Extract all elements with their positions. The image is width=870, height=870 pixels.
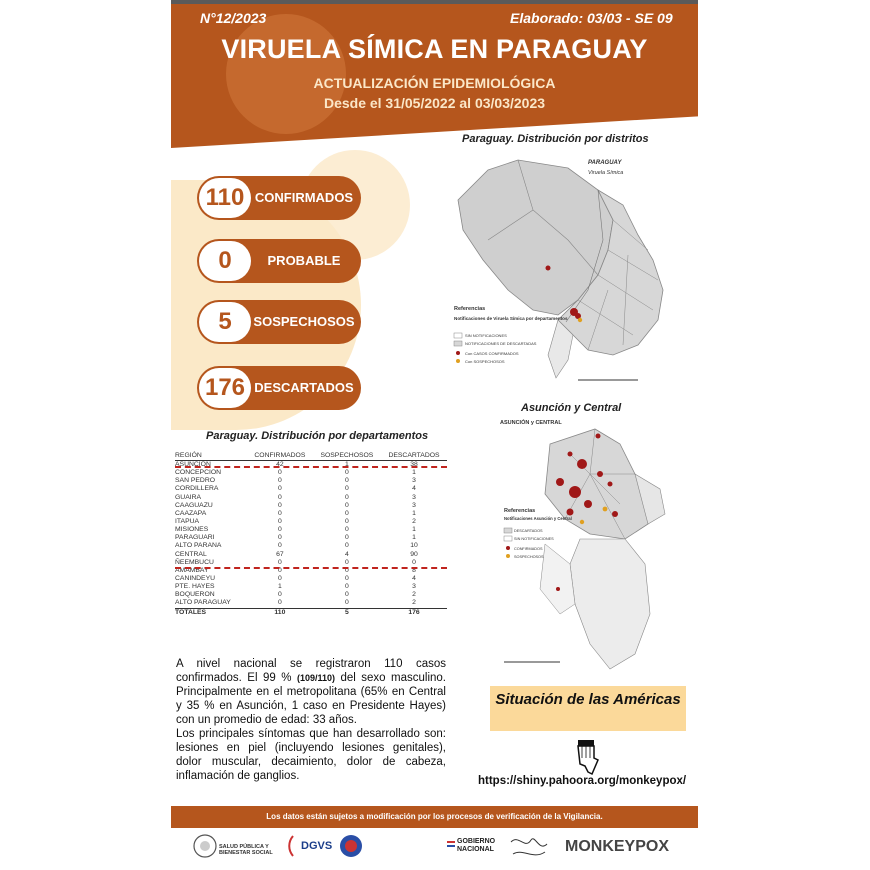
value-cell: 0 — [345, 566, 349, 574]
highlight-line — [175, 567, 447, 569]
value-cell: 0 — [345, 583, 349, 591]
top-border — [171, 0, 698, 4]
totals-value: 176 — [381, 608, 447, 617]
totals-label: TOTALES — [175, 608, 247, 617]
table-row — [175, 502, 447, 510]
column-header: CONFIRMADOS — [247, 450, 313, 461]
region-cell: CAAZAPA — [175, 509, 207, 517]
dgvs-logo-icon — [286, 834, 300, 858]
table-header-row — [175, 450, 447, 461]
signature-icon — [509, 832, 549, 862]
table-body — [175, 461, 447, 617]
value-cell: 0 — [345, 493, 349, 501]
counter-value: 5 — [199, 302, 251, 342]
date-range: Desde el 31/05/2022 al 03/03/2023 — [323, 95, 546, 111]
legend-item: SIN NOTIFICACIONES — [465, 333, 507, 338]
counter-suspect — [197, 300, 361, 344]
confirmed-case-marker — [568, 452, 573, 457]
confirmed-case-marker — [596, 434, 601, 439]
monkeypox-logo: MONKEYPOX — [565, 838, 670, 855]
legend-item: SIN NOTIFICACIONES — [514, 537, 554, 541]
table-row — [175, 583, 447, 591]
value-cell: 0 — [345, 575, 349, 583]
districts-map-title: Paraguay. Distribución por distritos — [462, 133, 649, 145]
totals-value: 110 — [247, 608, 313, 617]
value-cell: 0 — [345, 542, 349, 550]
value-cell: 0 — [345, 526, 349, 534]
value-cell: 0 — [345, 477, 349, 485]
central-map-title: Asunción y Central — [521, 402, 622, 414]
value-cell: 3 — [412, 583, 416, 591]
legend-swatch — [454, 341, 462, 346]
legend-subtitle: Notificaciones de Viruela Símica por departamentos — [454, 316, 568, 321]
footer-logos — [171, 830, 698, 866]
value-cell: 0 — [278, 518, 282, 526]
legend-marker — [506, 546, 510, 550]
decorative-circle — [226, 14, 346, 134]
southern-area — [570, 539, 650, 669]
value-cell: 0 — [345, 518, 349, 526]
summary-text: del sexo masculino. Principalmente en el metropolitana (65% en Central y 35 % en Asunción, 1 caso en Presidente Hayes) con un promedio de edad: 33 años. — [176, 672, 446, 726]
western-area — [540, 544, 575, 614]
value-cell: 0 — [345, 558, 349, 566]
value-cell: 10 — [410, 542, 418, 550]
value-cell: 42 — [276, 461, 284, 469]
value-cell: 2 — [412, 518, 416, 526]
value-cell: 1 — [278, 583, 282, 591]
counter-label: DESCARTADOS — [254, 380, 354, 395]
table-row — [175, 551, 447, 559]
value-cell: 3 — [412, 493, 416, 501]
legend-item: NOTIFICACIONES DE DESCARTADAS — [465, 341, 537, 346]
map-sublabel: Viruela Símica — [588, 170, 624, 176]
region-cell: PTE. HAYES — [175, 583, 215, 591]
legend-item: CONFIRMADOS — [514, 547, 543, 551]
legend-item: Con CASOS CONFIRMADOS — [465, 351, 519, 356]
dept-table — [175, 450, 447, 617]
americas-link[interactable]: https://shiny.pahoora.org/monkeypox/ — [478, 775, 687, 787]
suspect-case-marker — [603, 507, 608, 512]
footer-disclaimer: Los datos están sujetos a modificación por los procesos de verificación de la Vigilancia. — [171, 806, 698, 828]
counter-label: PROBABLE — [267, 253, 341, 268]
ministry-logo: SALUD PÚBLICA Y BIENESTAR SOCIAL — [219, 844, 273, 856]
legend-title: Referencias — [454, 306, 486, 312]
value-cell: 0 — [345, 509, 349, 517]
region-cell: CORDILLERA — [175, 485, 219, 493]
value-cell: 38 — [410, 461, 418, 469]
value-cell: 1 — [412, 509, 416, 517]
value-cell: 0 — [345, 599, 349, 607]
region-cell: ITAPUA — [175, 518, 200, 526]
table-row — [175, 518, 447, 526]
value-cell: 0 — [278, 542, 282, 550]
central-map — [500, 414, 680, 674]
value-cell: 0 — [278, 526, 282, 534]
table-row — [175, 526, 447, 534]
value-cell: 3 — [412, 501, 416, 509]
summary-ratio: (109/110) — [296, 673, 335, 683]
counter-label: SOSPECHOSOS — [253, 314, 355, 329]
page-title: VIRUELA SÍMICA EN PARAGUAY — [221, 34, 648, 64]
table-row — [175, 477, 447, 485]
value-cell: 0 — [278, 558, 282, 566]
confirmed-case-marker — [567, 509, 574, 516]
legend-swatch — [504, 536, 512, 541]
value-cell: 0 — [278, 566, 282, 574]
pointing-hand-icon — [568, 738, 608, 776]
flag-icon — [447, 841, 455, 847]
americas-box[interactable]: Situación de las Américas — [490, 686, 686, 731]
elaborated-date: Elaborado: 03/03 - SE 09 — [510, 10, 673, 26]
value-cell: 90 — [410, 550, 418, 558]
symptoms-paragraph: Los principales síntomas que han desarrollado son: lesiones en piel (incluyendo lesiones genitales), dolor muscular, decaimiento, dolor de cabeza, inflamación de ganglios. — [176, 728, 446, 782]
value-cell: 0 — [278, 591, 282, 599]
map-label: PARAGUAY — [588, 160, 622, 166]
value-cell: 1 — [345, 461, 349, 469]
region-cell: ALTO PARAGUAY — [175, 599, 231, 607]
value-cell: 0 — [278, 469, 282, 477]
gobierno-logo: GOBIERNO NACIONAL — [457, 838, 496, 853]
region-cell: CAAGUAZU — [175, 501, 213, 509]
counter-value: 110 — [199, 178, 251, 218]
suspect-case-marker — [580, 520, 584, 524]
confirmed-case-marker — [569, 486, 581, 498]
table-row — [175, 494, 447, 502]
legend-marker — [506, 554, 510, 558]
table-row — [175, 559, 447, 567]
value-cell: 67 — [276, 550, 284, 558]
region-cell: ASUNCION — [175, 461, 211, 469]
confirmed-case-marker — [577, 459, 587, 469]
value-cell: 0 — [345, 469, 349, 477]
region-cell: ÑEEMBUCU — [175, 558, 214, 566]
confirmed-case-marker — [597, 471, 603, 477]
column-header: SOSPECHOSOS — [313, 450, 381, 461]
region-cell: AMAMBAY — [175, 566, 209, 574]
counter-discarded — [197, 366, 361, 410]
legend-subtitle: Notificaciones Asunción y Central — [504, 516, 572, 521]
counter-confirmed — [197, 176, 361, 220]
value-cell: 0 — [278, 534, 282, 542]
region-cell: GUAIRA — [175, 493, 202, 501]
totals-row — [175, 608, 447, 617]
confirmed-case-marker — [556, 587, 560, 591]
value-cell: 4 — [345, 550, 349, 558]
value-cell: 0 — [345, 591, 349, 599]
value-cell: 8 — [412, 566, 416, 574]
confirmed-case-marker — [546, 266, 551, 271]
legend-marker — [456, 359, 460, 363]
value-cell: 2 — [412, 591, 416, 599]
region-cell: ALTO PARANA — [175, 542, 222, 550]
table-row — [175, 575, 447, 583]
confirmed-case-marker — [612, 511, 618, 517]
value-cell: 3 — [412, 477, 416, 485]
table-row — [175, 542, 447, 550]
counter-label: CONFIRMADOS — [254, 190, 354, 205]
table-row — [175, 485, 447, 493]
value-cell: 0 — [345, 534, 349, 542]
value-cell: 1 — [412, 469, 416, 477]
counter-value: 0 — [199, 241, 251, 281]
summary-paragraph — [176, 657, 446, 727]
column-header: REGIÓN — [175, 450, 247, 461]
dept-table-title: Paraguay. Distribución por departamentos — [206, 430, 429, 442]
districts-map — [448, 150, 688, 390]
region-cell: CONCEPCION — [175, 469, 222, 477]
confirmed-case-marker — [556, 478, 564, 486]
value-cell: 4 — [412, 575, 416, 583]
page-subtitle: ACTUALIZACIÓN EPIDEMIOLÓGICA — [313, 75, 556, 91]
legend-swatch — [504, 528, 512, 533]
suspect-case-marker — [578, 318, 582, 322]
table-row — [175, 599, 447, 608]
region-cell: CANINDEYU — [175, 575, 216, 583]
highlight-line — [175, 466, 447, 468]
map-label: ASUNCIÓN y CENTRAL — [500, 420, 562, 426]
value-cell: 0 — [412, 558, 416, 566]
dgvs-logo: DGVS — [301, 840, 333, 852]
bulletin-number: N°12/2023 — [200, 10, 267, 26]
column-header: DESCARTADOS — [381, 450, 447, 461]
value-cell: 0 — [278, 493, 282, 501]
summary-text: A nivel nacional se registraron 110 casos confirmados. El 99 % — [176, 658, 446, 684]
value-cell: 0 — [278, 509, 282, 517]
counter-value: 176 — [199, 368, 251, 408]
totals-value: 5 — [313, 608, 381, 617]
emergency-logo-icon — [339, 834, 363, 858]
region-cell: PARAGUARI — [175, 534, 215, 542]
value-cell: 1 — [412, 534, 416, 542]
legend-item: Con SOSPECHOSOS — [465, 359, 505, 364]
counter-probable — [197, 239, 361, 283]
value-cell: 0 — [278, 477, 282, 485]
region-cell: MISIONES — [175, 526, 209, 534]
value-cell: 0 — [345, 501, 349, 509]
legend-marker — [456, 351, 460, 355]
table-row — [175, 534, 447, 542]
confirmed-case-marker — [584, 500, 592, 508]
legend-swatch — [454, 333, 462, 338]
region-cell: SAN PEDRO — [175, 477, 216, 485]
value-cell: 2 — [412, 599, 416, 607]
legend-item: DESCARTADOS — [514, 529, 543, 533]
legend-title: Referencias — [504, 508, 536, 514]
region-cell: CENTRAL — [175, 550, 207, 558]
value-cell: 4 — [412, 485, 416, 493]
table-row — [175, 510, 447, 518]
legend-item: SOSPECHOSOS — [514, 555, 544, 559]
value-cell: 0 — [345, 485, 349, 493]
region-cell: BOQUERON — [175, 591, 215, 599]
ministry-seal-icon — [193, 834, 217, 858]
value-cell: 0 — [278, 575, 282, 583]
confirmed-case-marker — [608, 482, 613, 487]
value-cell: 1 — [412, 526, 416, 534]
value-cell: 0 — [278, 599, 282, 607]
value-cell: 0 — [278, 501, 282, 509]
table-row — [175, 591, 447, 599]
table-row — [175, 469, 447, 477]
value-cell: 0 — [278, 485, 282, 493]
